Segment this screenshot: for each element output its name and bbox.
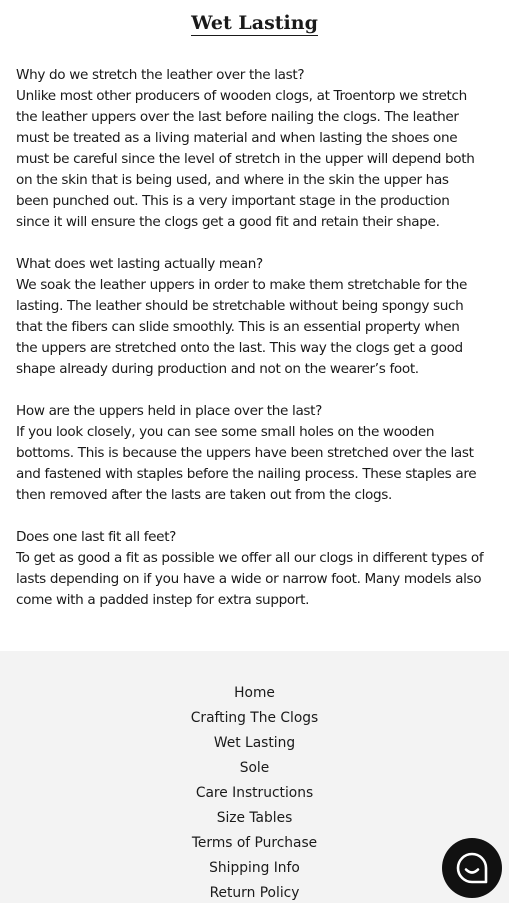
footer-link-return-policy[interactable]: Return Policy [209,885,300,901]
footer-link-terms-of-purchase[interactable]: Terms of Purchase [191,835,318,851]
faq-section [16,527,484,611]
footer-link-wet-lasting[interactable]: Wet Lasting [213,735,296,751]
faq-section [16,254,484,380]
faq-question: Why do we stretch the leather over the last? [16,67,305,83]
footer-nav-item [0,781,509,806]
faq-section [16,401,484,506]
footer-nav-item [0,756,509,781]
chat-bubble-smile-icon [455,851,489,885]
faq-answer: We soak the leather uppers in order to make them stretchable for the lasting. The leather should be stretchable without being spongy such that the fibers can slide smoothly. This is an essential property when the uppers are stretched onto the last. This way the clogs get a good shape already during production and not on the wearer’s foot. [16,277,467,377]
faq-answer: To get as good a fit as possible we offer all our clogs in different types of lasts depending on if you have a wide or narrow foot. Many models also come with a padded instep for extra support. [16,550,484,608]
footer-nav [0,651,509,903]
page-title-text: Wet Lasting [191,12,318,34]
footer-link-care-instructions[interactable]: Care Instructions [195,785,314,801]
faq-section [16,65,484,233]
faq-question: What does wet lasting actually mean? [16,256,263,272]
footer-nav-item [0,681,509,706]
footer-nav-item [0,856,509,881]
faq-answer: If you look closely, you can see some small holes on the wooden bottoms. This is because the uppers have been stretched over the last and fastened with staples before the nailing process. These staples are then removed after the lasts are taken out from the clogs. [16,424,477,503]
faq-answer: Unlike most other producers of wooden clogs, at Troentorp we stretch the leather uppers over the last before nailing the clogs. The leather must be treated as a living material and when lasting the shoes one must be careful since the level of stretch in the upper will depend both on the skin that is being used, and where in the skin the upper has been punched out. This is a very important stage in the production since it will ensure the clogs get a good fit and retain their shape. [16,88,475,230]
page-title [0,10,509,36]
footer-nav-item [0,706,509,731]
article-content [16,65,484,632]
site-footer [0,651,509,903]
footer-nav-item [0,731,509,756]
faq-question: How are the uppers held in place over the last? [16,403,323,419]
footer-link-crafting-the-clogs[interactable]: Crafting The Clogs [190,710,319,726]
footer-nav-item [0,806,509,831]
footer-nav-item [0,881,509,903]
chat-button[interactable] [442,838,502,898]
footer-link-size-tables[interactable]: Size Tables [216,810,293,826]
footer-link-home[interactable]: Home [234,685,275,701]
faq-question: Does one last fit all feet? [16,529,177,545]
footer-link-sole[interactable]: Sole [239,760,270,776]
footer-nav-item [0,831,509,856]
footer-link-shipping-info[interactable]: Shipping Info [209,860,300,876]
